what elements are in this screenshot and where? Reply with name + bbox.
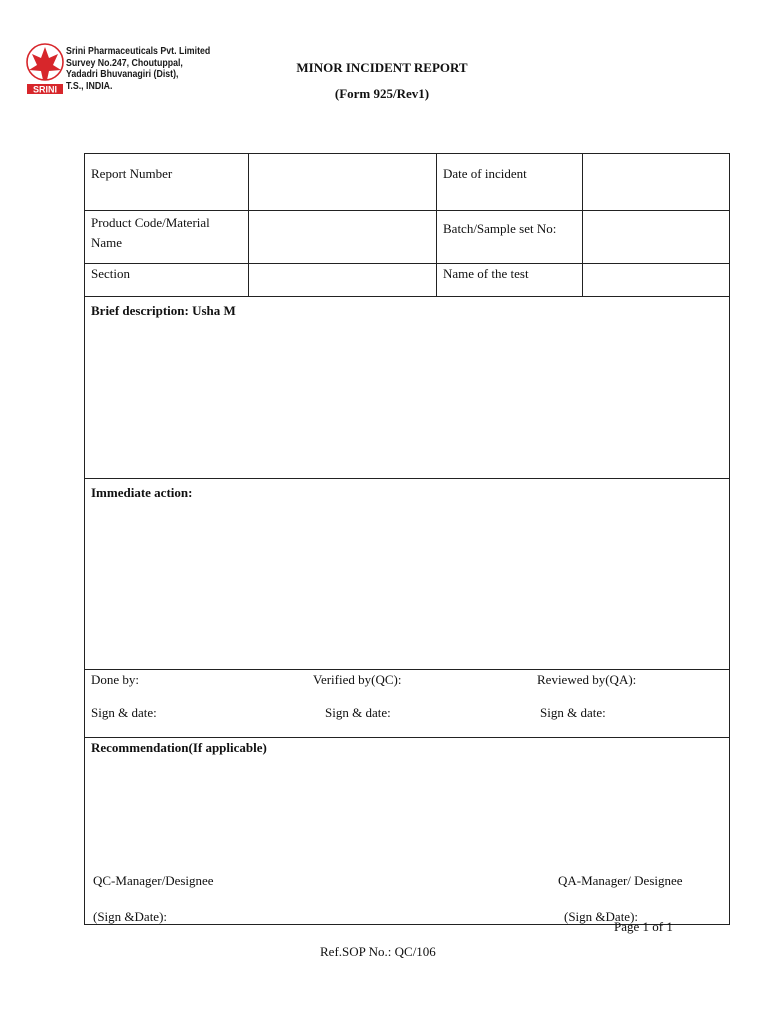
incident-report-table	[84, 153, 730, 925]
immediate-action-label: Immediate action:	[91, 485, 193, 500]
batch-sample-field[interactable]	[583, 211, 730, 264]
table-row	[85, 479, 730, 670]
test-name-label: Name of the test	[437, 264, 583, 297]
done-by-sign-date-label: Sign & date:	[91, 705, 157, 720]
batch-sample-label: Batch/Sample set No:	[437, 211, 583, 264]
report-number-label: Report Number	[85, 154, 249, 211]
qa-sign-date-label: (Sign &Date):	[564, 909, 639, 924]
product-code-label: Product Code/Material Name	[85, 211, 249, 264]
qc-manager-label: QC-Manager/Designee	[93, 873, 214, 888]
company-address-line-1: Survey No.247, Choutuppal,	[66, 57, 183, 69]
done-by-label: Done by:	[91, 672, 140, 687]
section-label: Section	[85, 264, 249, 297]
immediate-action-cell[interactable]	[85, 479, 730, 670]
table-row	[85, 738, 730, 925]
date-of-incident-field[interactable]	[583, 154, 730, 211]
brief-description-cell[interactable]	[85, 297, 730, 479]
page-number: Page 1 of 1	[614, 919, 673, 934]
verified-by-sign-date-label: Sign & date:	[325, 705, 391, 720]
reviewed-by-sign-date-label: Sign & date:	[540, 705, 606, 720]
ref-sop-number: Ref.SOP No.: QC/106	[320, 944, 436, 959]
product-code-field[interactable]	[249, 211, 437, 264]
section-field[interactable]	[249, 264, 437, 297]
verified-by-label: Verified by(QC):	[313, 672, 402, 687]
table-row	[85, 154, 730, 211]
company-address-line-2: Yadadri Bhuvanagiri (Dist),	[66, 69, 179, 80]
recommendation-label: Recommendation(If applicable)	[91, 740, 267, 755]
table-row	[85, 670, 730, 738]
brief-description-label: Brief description: Usha M	[91, 303, 236, 318]
date-of-incident-label: Date of incident	[437, 154, 583, 211]
table-row	[85, 297, 730, 479]
signature-cell	[85, 670, 730, 738]
table-row	[85, 264, 730, 297]
company-name: Srini Pharmaceuticals Pvt. Limited	[66, 46, 211, 57]
recommendation-cell[interactable]	[85, 738, 730, 925]
qc-sign-date-label: (Sign &Date):	[93, 909, 168, 924]
report-number-field[interactable]	[249, 154, 437, 211]
qa-manager-label: QA-Manager/ Designee	[558, 873, 683, 888]
page-title: MINOR INCIDENT REPORT	[296, 60, 468, 75]
company-address-line-3: T.S., INDIA.	[66, 80, 113, 92]
table-row	[85, 211, 730, 264]
reviewed-by-label: Reviewed by(QA):	[537, 672, 637, 687]
logo-text: SRINI	[32, 84, 58, 95]
test-name-field[interactable]	[583, 264, 730, 297]
form-number: (Form 925/Rev1)	[334, 86, 430, 101]
